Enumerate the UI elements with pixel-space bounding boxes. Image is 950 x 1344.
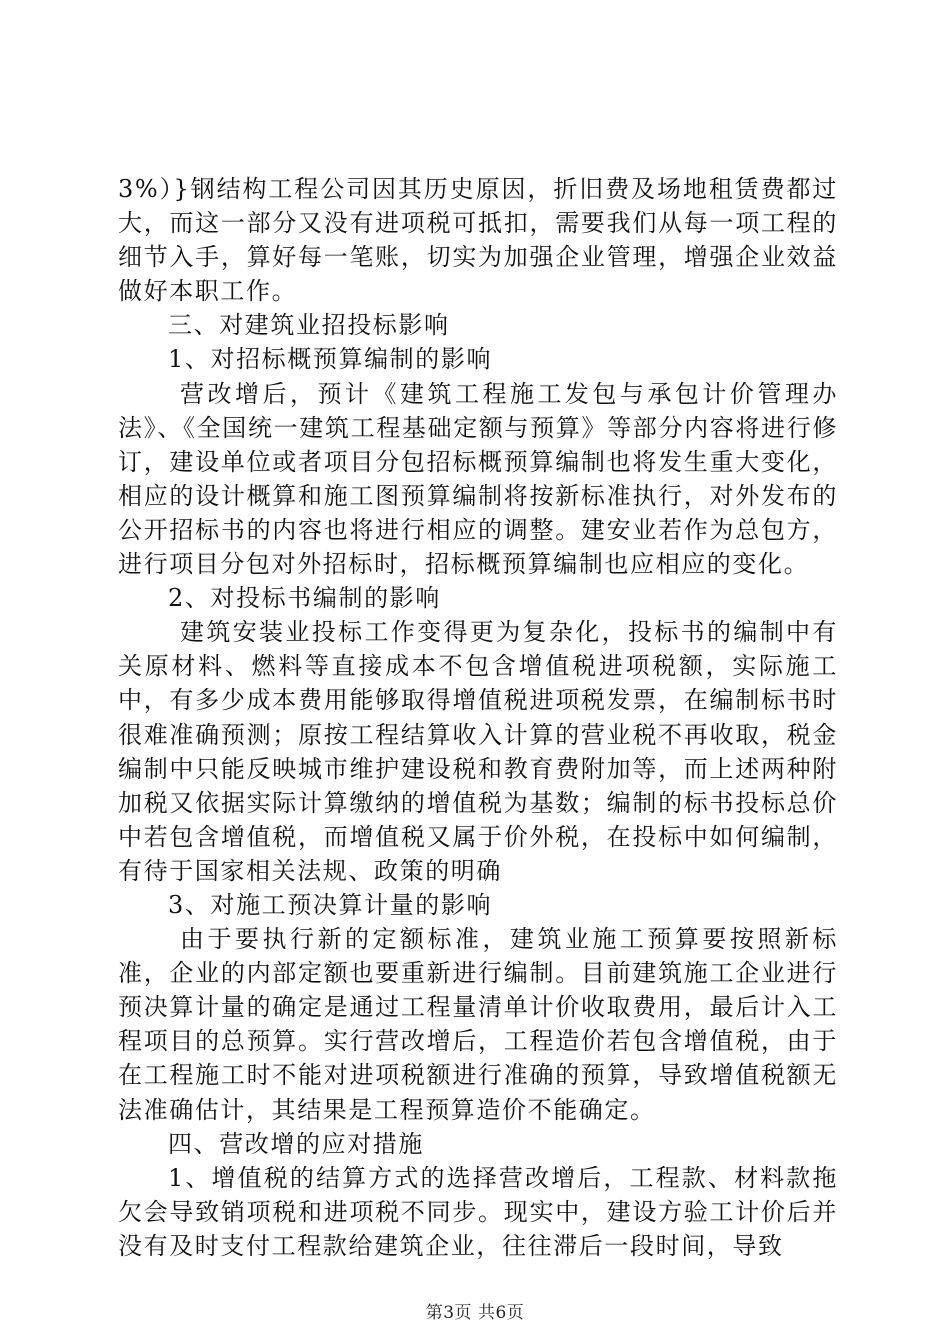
paragraph-budget-compilation: 营改增后，预计《建筑工程施工发包与承包计价管理办法》、《全国统一建筑工程基础定额与预算》等部分内容将进行修订，建设单位或者项目分包招标概预算编制也将发生重大变化，相应的设计概算和施工图预算编制将按新标准执行，对外发布的公开招标书的内容也将进行相应的调整。建安业若作为总包方，进行项目分包对外招标时，招标概预算编制也应相应的变化。	[118, 379, 838, 579]
heading-section-four: 四、营改增的应对措施	[168, 1129, 424, 1158]
paragraph-vat-settlement: 1、增值税的结算方式的选择营改增后，工程款、材料款拖欠会导致销项税和进项税不同步。现实中，建设方验工计价后并没有及时支付工程款给建筑企业，往往滞后一段时间，导致	[118, 1163, 838, 1260]
subheading-2: 2、对投标书编制的影响	[168, 584, 441, 613]
heading-section-three: 三、对建筑业招投标影响	[168, 311, 450, 340]
paragraph-continuation: 3%）}钢结构工程公司因其历史原因，折旧费及场地租赁费都过大，而这一部分又没有进项税可抵扣，需要我们从每一项工程的细节入手，算好每一笔账，切实为加强企业管理，增强企业效益做好本职工作。	[118, 175, 838, 306]
subheading-1: 1、对招标概预算编制的影响	[168, 345, 493, 374]
document-body	[118, 172, 838, 1263]
subheading-3: 3、对施工预决算计量的影响	[168, 890, 493, 919]
paragraph-construction-budget: 由于要执行新的定额标准，建筑业施工预算要按照新标准，企业的内部定额也要重新进行编制。目前建筑施工企业进行预决算计量的确定是通过工程量清单计价收取费用，最后计入工程项目的总预算。实行营改增后，工程造价若包含增值税，由于在工程施工时不能对进项税额进行准确的预算，导致增值税额无法准确估计，其结果是工程预算造价不能确定。	[118, 925, 838, 1124]
page-number-footer: 第3页 共6页	[425, 1303, 525, 1323]
paragraph-bid-document: 建筑安装业投标工作变得更为复杂化，投标书的编制中有关原材料、燃料等直接成本不包含增值税进项税额，实际施工中，有多少成本费用能够取得增值税进项税发票，在编制标书时很难准确预测；原按工程结算收入计算的营业税不再收取，税金编制中只能反映城市维护建设税和教育费附加等，而上述两种附加税又依据实际计算缴纳的增值税为基数；编制的标书投标总价中若包含增值税，而增值税又属于价外税，在投标中如何编制，有待于国家相关法规、政策的明确	[118, 618, 838, 885]
